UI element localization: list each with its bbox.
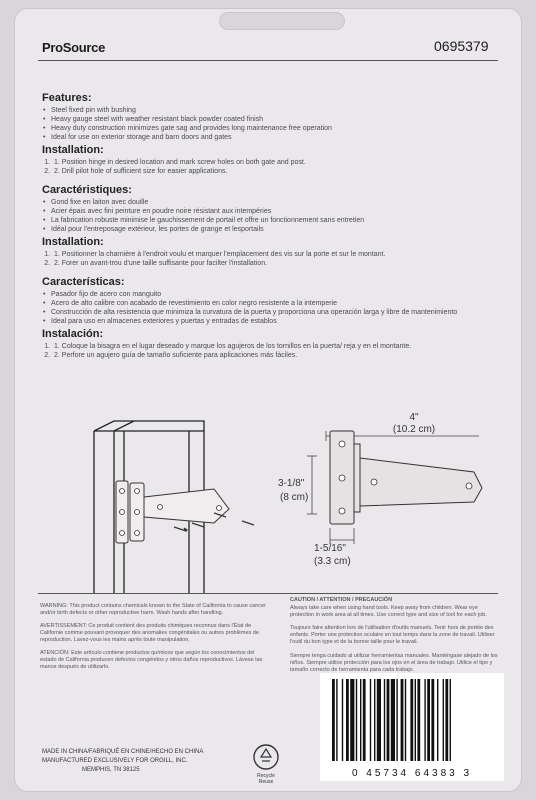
list-item: • Ideal para uso en almacenes exteriores y puertas y entradas de establos: [42, 317, 502, 326]
installation-title: Instalación:: [42, 328, 104, 340]
features-list: [42, 198, 502, 234]
manufacturer-label: MANUFACTURED EXCLUSIVELY FOR ORGILL, INC.: [42, 758, 188, 764]
list-item: 2. 2. Perfore un agujero guía de tamaño suficiente para aplicaciones más fáciles.: [52, 351, 502, 360]
list-item: • Steel fixed pin with bushing: [42, 106, 502, 115]
features-list: [42, 290, 502, 326]
list-item: • Ideal for use on exterior storage and barn doors and gates: [42, 133, 502, 142]
installation-title: Installation:: [42, 236, 104, 248]
installation-title: Installation:: [42, 144, 104, 156]
barcode-digits: 0 45734 64383 3: [351, 768, 473, 779]
width-metric-label: (10.2 cm): [392, 424, 436, 435]
warning-french: AVERTISSEMENT: Ce produit contient des produits chimiques reconnus dans l'État de Californie comme pouvant provoquer des anomalies congénitales ou autres problèmes de reproduction. Lavez-vous les mains après toute manipulation.: [40, 623, 259, 643]
list-item: 1. 1. Positionner la charnière à l'endroit voulu et marquer l'emplacement des vis sur la porte et sur le montant.: [52, 250, 502, 259]
list-item: • Pasador fijo de acero con manguito: [42, 290, 502, 299]
section-french: [42, 184, 502, 268]
recycle-icon: [252, 743, 280, 771]
list-item: • Acero de alto calibre con acabado de revestimiento en color negro resistente a la intemperie: [42, 299, 502, 308]
header-divider: [38, 60, 498, 61]
caution-french: Toujours faire attention lors de l'utilisation d'outils manuels. Tenir hors de portée des enfants. Porter une protection oculaire en tout temps dans la zone de travail. Utiliser l'outil du bon type et de la bonne taille pour le travail.: [290, 625, 495, 645]
caution-title: CAUTION / ATTENTION / PRECAUCIÓN: [290, 597, 393, 603]
recycle-mark: [244, 743, 288, 785]
height-label: 3-1/8": [278, 478, 305, 489]
address-label: MEMPHIS, TN 38125: [82, 767, 140, 773]
features-title: Caractéristiques:: [42, 184, 132, 196]
sku-number: 0695379: [434, 38, 489, 54]
dimension-diagram: [274, 396, 484, 576]
list-item: • Heavy gauge steel with weather resistant black powder coated finish: [42, 115, 502, 124]
section-english: [42, 92, 502, 176]
recycle-label: Recycle: [257, 773, 275, 779]
made-in-label: MADE IN CHINA/FABRIQUÉ EN CHINE/HECHO EN CHINA: [42, 749, 204, 755]
barcode-bars: [332, 679, 494, 761]
list-item: • La fabrication robuste minimise le gauchissement de portail et offre un fonctionnement sans entretien: [42, 216, 502, 225]
installation-steps: [42, 250, 502, 268]
installation-illustration: [64, 413, 264, 598]
installation-steps: [42, 158, 502, 176]
caution-spanish: Siempre tenga cuidado al utilizar herramientas manuales. Manténgase alejado de los niños. Siempre utilice protección para los ojos en el área de trabajo. Utilice el tipo y tamaño correcto de herramienta para cada trabajo.: [290, 653, 498, 673]
list-item: 2. 2. Forer un avant-trou d'une taille suffisante pour facilter l'installation.: [52, 259, 502, 268]
list-item: • Gond fixe en laiton avec douille: [42, 198, 502, 207]
list-item: 1. 1. Coloque la bisagra en el lugar deseado y marque los agujeros de los tornillos en la puerta/ reja y en el montante.: [52, 342, 502, 351]
warnings-divider: [38, 593, 498, 594]
width-label: 4": [409, 412, 419, 423]
features-title: Características:: [42, 276, 125, 288]
height-metric-label: (8 cm): [280, 492, 309, 503]
reuse-label: Reuse: [258, 779, 274, 785]
leaf-metric-label: (3.3 cm): [314, 556, 351, 567]
package-card: [14, 8, 522, 792]
list-item: • Acier épais avec fini peinture en poudre noire résistant aux intempéries: [42, 207, 502, 216]
list-item: 2. 2. Drill pilot hole of sufficient size for easier applications.: [52, 167, 502, 176]
list-item: • Construcción de alta resistencia que minimiza la curvatura de la puerta y proporciona una operación larga y libre de mantenimiento: [42, 308, 502, 317]
brand-logo: ProSource: [42, 40, 106, 55]
features-title: Features:: [42, 92, 92, 104]
caution-english: Always take care when using hand tools. Keep away from children. Wear eye protection in work area at all times. Use correct type and size of tool for each job.: [290, 605, 487, 618]
hang-hole: [219, 12, 345, 30]
section-spanish: [42, 276, 502, 360]
origin-footer: [42, 748, 203, 775]
list-item: 1. 1. Position hinge in desired location and mark screw holes on both gate and post.: [52, 158, 502, 167]
barcode: [320, 673, 504, 781]
list-item: • Heavy duty construction minimizes gate sag and provides long maintenance free operation: [42, 124, 502, 133]
leaf-label: 1-5/16": [314, 543, 346, 554]
warning-english: WARNING: This product contains chemicals known to the State of California to cause cancer and/or birth defects or other reproductive harm. Wash hands after handling.: [40, 603, 266, 616]
features-list: [42, 106, 502, 142]
installation-steps: [42, 342, 502, 360]
list-item: • Idéal pour l'entreposage extérieur, les portes de grange et lesportails: [42, 225, 502, 234]
warning-spanish: ATENCIÓN: Este artículo contiene productos químicos que según los conocimientos del estado de California producen defectos congénitos y otros daños reproductivos. Lávese las manos después de utilizarlo.: [40, 650, 263, 670]
